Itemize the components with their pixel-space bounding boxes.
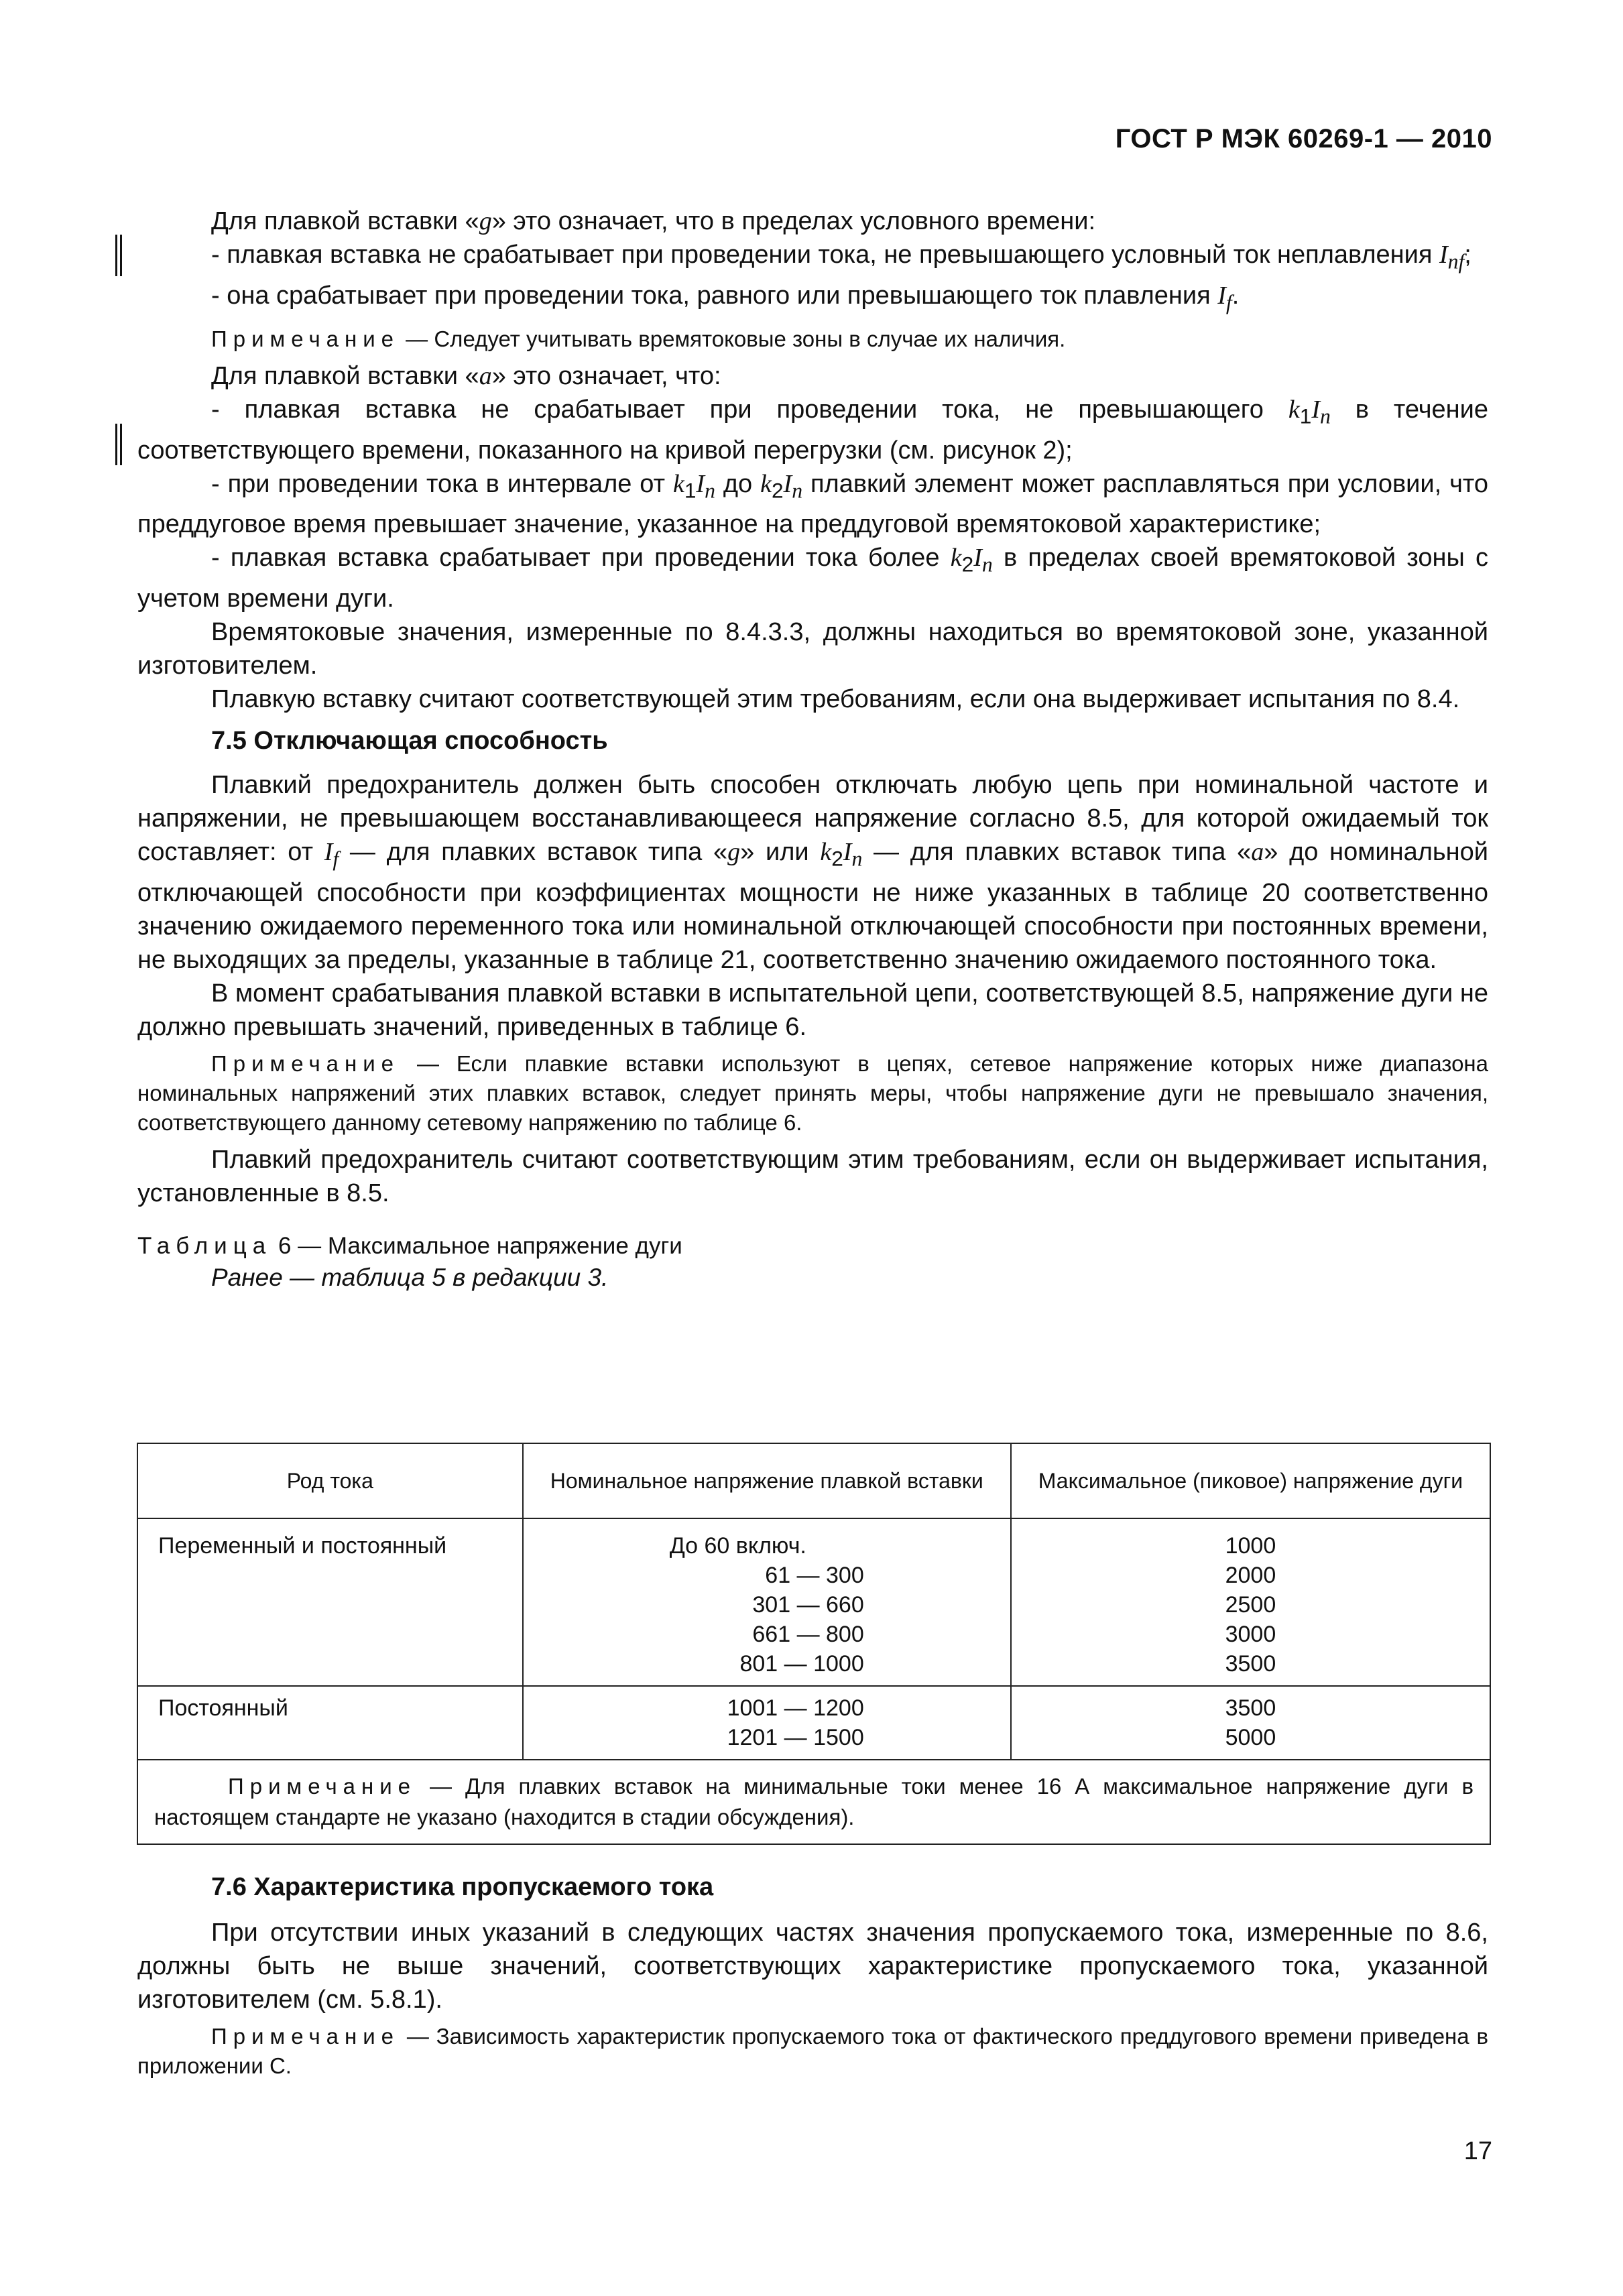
paragraph: Для плавкой вставки «g» это означает, что в пределах условного времени: [211,207,1096,235]
table-header-row [137,1443,1490,1518]
page-number: 17 [1463,2137,1492,2165]
paragraph: Плавкий предохранитель должен быть способен отключать любую цепь при номинальной частоте и напряжении, не превышающем восстанавливающееся напряжение согласно 8.5, для которой ожидаемый ток составляет: от $I_f$ — для плавких вставок типа «g» или $k_2I_n$ — для плавких вставок типа «a» до номинальной отключающей способности при коэффициентах мощности не ниже указанных в таблице 20 соответственно значению ожидаемого переменного тока или номинальной отключающей способности при постоянных времени, не выходящих за пределы, указанные в таблице 21, соответственно значению ожидаемого постоянного тока. [137,770,1489,974]
table-value: 3500 [1225,1651,1276,1677]
table-row [137,1518,1490,1686]
body-text [137,204,1488,1294]
change-bar [115,235,122,276]
paragraph: Времятоковые значения, измеренные по 8.4.3.3, должны находиться во времятоковой зоне, указанной изготовителем. [137,617,1488,680]
table-value: 1201 — 1500 [727,1725,864,1750]
table-revision-note: Ранее — таблица 5 в редакции 3. [211,1263,609,1291]
table-note-row [137,1760,1490,1844]
table-value: 61 — 300 [765,1563,864,1588]
section-heading: 7.5 Отключающая способность [211,726,608,755]
note: Примечание — Следует учитывать времятоковые зоны в случае их наличия. [211,326,1066,352]
column-header: Номинальное напряжение плавкой вставки [523,1443,1011,1518]
body-text [137,1870,1488,2081]
table-value: 2000 [1225,1563,1276,1588]
paragraph: - плавкая вставка не срабатывает при проведении тока, не превышающего условный ток неплавления $I_{nf}$; [211,241,1471,274]
column-header: Род тока [137,1443,523,1518]
table-note: Примечание — Для плавких вставок на минимальные токи менее 16 А максимальное напряжение дуги в настоящем стандарте не указано (находится в стадии обсуждения). [137,1760,1490,1844]
section-heading: 7.6 Характеристика пропускаемого тока [211,1873,714,1901]
rated-voltage-cell [523,1518,1011,1686]
table-value: 661 — 800 [752,1622,864,1647]
column-header: Максимальное (пиковое) напряжение дуги [1011,1443,1490,1518]
table-value: 801 — 1000 [739,1651,864,1677]
document-header: ГОСТ Р МЭК 60269-1 — 2010 [1115,124,1492,154]
table-value: 3500 [1225,1695,1276,1721]
current-type-cell: Переменный и постоянный [137,1518,523,1686]
paragraph: - плавкая вставка не срабатывает при проведении тока, не превышающего $k_1I_n$ в течение соответствующего времени, показанного на кривой перегрузки (см. рисунок 2); [137,396,1488,465]
table-value: 1001 — 1200 [727,1695,864,1721]
table-row [137,1686,1490,1760]
table-value: 1000 [1225,1533,1276,1559]
note: Примечание — Зависимость характеристик пропускаемого тока от фактического преддугового времени приведена в приложении С. [137,2024,1488,2078]
paragraph: Плавкую вставку считают соответствующей этим требованиям, если она выдерживает испытания по 8.4. [211,684,1460,713]
current-type-cell: Постоянный [137,1686,523,1760]
table-value: До 60 включ. [669,1533,806,1559]
rated-voltage-cell [523,1686,1011,1760]
table-caption: Таблица 6 — Максимальное напряжение дуги [137,1232,682,1259]
table-value: 3000 [1225,1622,1276,1647]
note: Примечание — Если плавкие вставки используют в цепях, сетевое напряжение которых ниже диапазона номинальных напряжений этих плавких вставок, следует принять меры, чтобы напряжение дуги не превышало значения, соответствующего данному сетевому напряжению по таблице 6. [137,1050,1488,1135]
paragraph: При отсутствии иных указаний в следующих частях значения пропускаемого тока, измеренные по 8.6, должны быть не выше значений, соответствующих характеристике пропускаемого тока, указанной изготовителем (см. 5.8.1). [137,1919,1488,2014]
paragraph: - она срабатывает при проведении тока, равного или превышающего ток плавления $I_f$. [211,281,1240,314]
paragraph: - плавкая вставка срабатывает при проведении тока более $k_2I_n$ в пределах своей времятоковой зоны с учетом времени дуги. [137,544,1489,613]
table-value: 301 — 660 [752,1592,864,1618]
arc-voltage-cell [1011,1686,1490,1760]
change-bar [115,424,122,465]
paragraph: - при проведении тока в интервале от $k_1I_n$ до $k_2I_n$ плавкий элемент может расплавляться при условии, что преддуговое время превышает значение, указанное на преддуговой времятоковой характеристике; [137,469,1488,539]
paragraph: Плавкий предохранитель считают соответствующим этим требованиям, если он выдерживает испытания, установленные в 8.5. [137,1145,1488,1207]
paragraph: В момент срабатывания плавкой вставки в испытательной цепи, соответствующей 8.5, напряжение дуги не должно превышать значений, приведенных в таблице 6. [137,979,1488,1041]
table-value: 5000 [1225,1725,1276,1750]
arc-voltage-table [137,1443,1491,1845]
paragraph: Для плавкой вставки «a» это означает, что: [211,362,721,391]
arc-voltage-cell [1011,1518,1490,1686]
table-value: 2500 [1225,1592,1276,1618]
